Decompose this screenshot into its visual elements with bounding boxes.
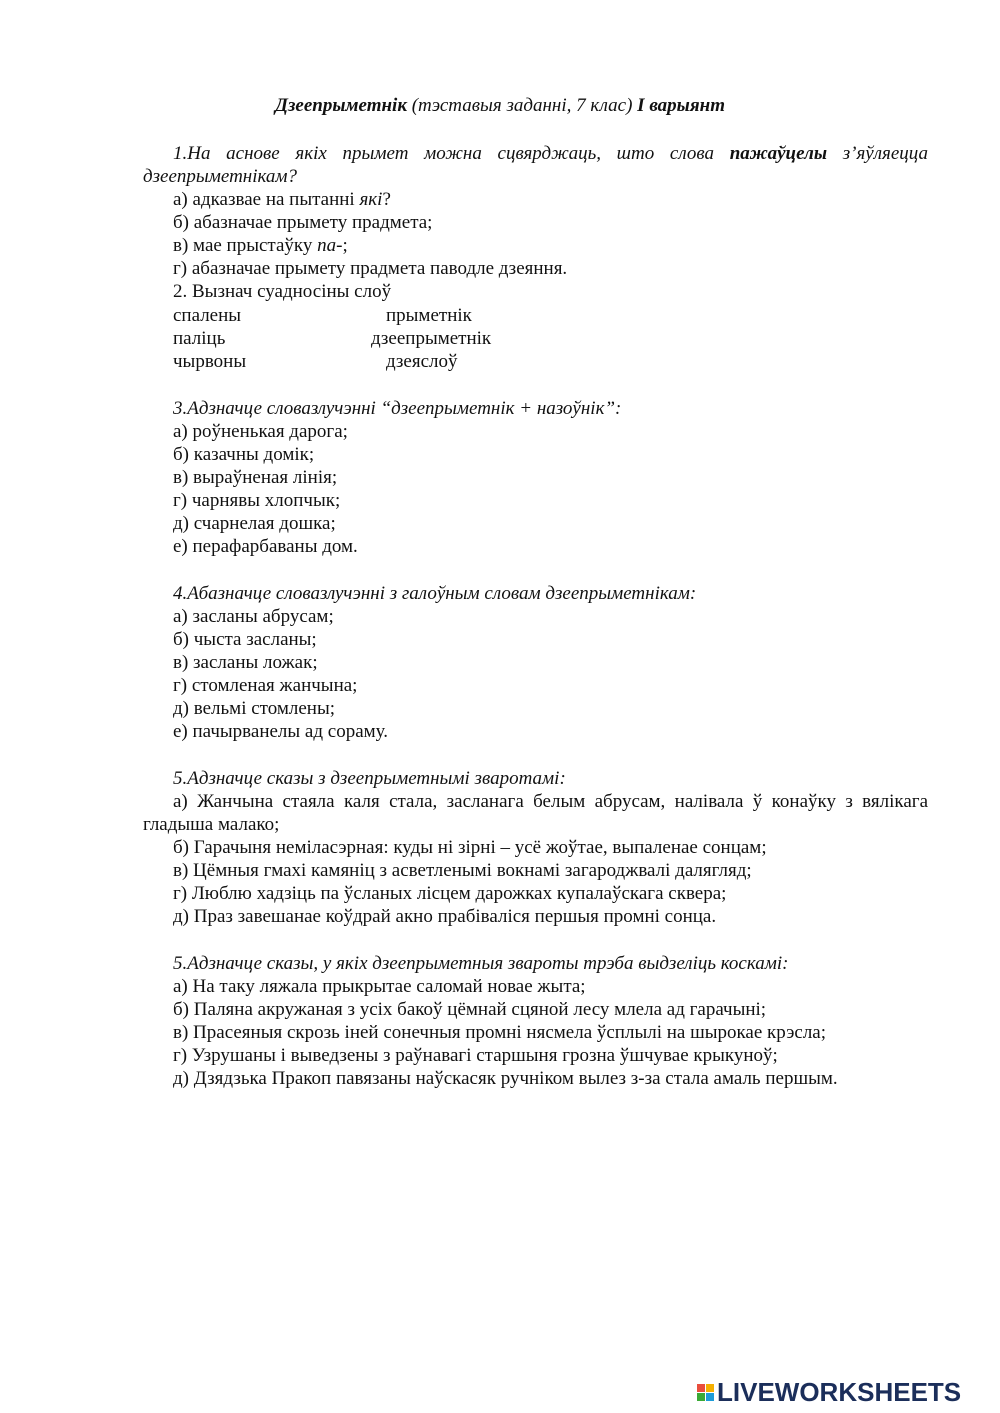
q5-question: 5.Адзначце сказы з дзеепрыметнымі зваротамі:: [173, 768, 566, 789]
q6-option: г) Узрушаны і выведзены з раўнавагі старшыня грозна ўшчувае крыкуноў;: [173, 1045, 778, 1066]
q4-option: б) чыста засланы;: [173, 629, 317, 650]
q1-option-d: г) абазначае прымету прадмета паводле дзеяння.: [173, 258, 568, 279]
q6-option: в) Прасеяныя скрозь іней сонечныя промні нясмела ўсплылі на шырокае крэсла;: [173, 1022, 827, 1043]
q5-option: г) Люблю хадзіць па ўсланых лісцем дарожках купалаўскага сквера;: [173, 883, 727, 904]
title-main: Дзеепрыметнік: [275, 95, 407, 116]
q3-option: б) казачны домік;: [173, 444, 315, 465]
q2-right-word: дзеепрыметнік: [371, 328, 492, 349]
q5-option: в) Цёмныя гмахі камяніц з асветленымі вокнамі загароджвалі далягляд;: [173, 860, 752, 881]
liveworksheets-logo[interactable]: [697, 1378, 961, 1406]
q4-question: 4.Абазначце словазлучэнні з галоўным словам дзеепрыметнікам:: [173, 583, 697, 604]
q5-option: д) Праз завешанае коўдрай акно прабіваліся першыя промні сонца.: [173, 906, 717, 927]
q3-option: е) перафарбаваны дом.: [173, 536, 358, 557]
q3-option: а) роўненькая дарога;: [173, 421, 348, 442]
q6-option: д) Дзядзька Пракоп павязаны наўскасяк ручніком вылез з-за стала амаль першым.: [173, 1068, 838, 1089]
q1-option-a: а) адказвае на пытанні які?: [173, 189, 391, 210]
q6-option: б) Паляна акружаная з усіх бакоў цёмнай сцяной лесу млела ад гарачыні;: [173, 999, 767, 1020]
logo-text: LIVEWORKSHEETS: [717, 1376, 962, 1407]
q3-option: г) чарнявы хлопчык;: [173, 490, 341, 511]
q2-left-word: паліць: [173, 328, 226, 349]
q1-question: 1.На аснове якіх прымет можна сцвярджаць, што слова пажаўцелы з’яўляецца дзеепрыметнікам?: [143, 143, 928, 187]
q2-right-word: дзеяслоў: [386, 351, 458, 372]
q3-option: в) выраўненая лінія;: [173, 467, 338, 488]
q5-option: б) Гарачыня неміласэрная: куды ні зірні – усё жоўтае, выпаленае сонцам;: [173, 837, 767, 858]
q6-option: а) На таку ляжала прыкрытае саломай новае жыта;: [173, 976, 586, 997]
q4-option: в) засланы ложак;: [173, 652, 318, 673]
title-variant: I варыянт: [637, 95, 725, 116]
q6-question: 5.Адзначце сказы, у якіх дзеепрыметныя звароты трэба выдзеліць коскамі:: [173, 953, 789, 974]
page-title: [0, 94, 1000, 117]
q4-option: г) стомленая жанчына;: [173, 675, 358, 696]
q2-right-word: прыметнік: [386, 305, 472, 326]
title-sub: (тэставыя заданні, 7 клас): [406, 95, 638, 116]
q1-option-b: б) абазначае прымету прадмета;: [173, 212, 433, 233]
q1-option-c: в) мае прыстаўку па-;: [173, 235, 348, 256]
q3-question: 3.Адзначце словазлучэнні “дзеепрыметнік + назоўнік”:: [173, 398, 622, 419]
q3-option: д) счарнелая дошка;: [173, 513, 336, 534]
liveworksheets-logo-icon: [697, 1384, 714, 1401]
q2-left-word: спалены: [173, 305, 242, 326]
q1-keyword: пажаўцелы: [729, 143, 828, 164]
q4-option: а) засланы абрусам;: [173, 606, 334, 627]
q5-option-a: а) Жанчына стаяла каля стала, засланага белым абрусам, налівала ў конаўку з вялікага гладыша малако;: [143, 791, 928, 835]
q2-question: 2. Вызнач суадносіны слоў: [173, 281, 392, 302]
q2-left-word: чырвоны: [173, 351, 247, 372]
q4-option: д) вельмі стомлены;: [173, 698, 336, 719]
q4-option: е) пачырванелы ад сораму.: [173, 721, 389, 742]
